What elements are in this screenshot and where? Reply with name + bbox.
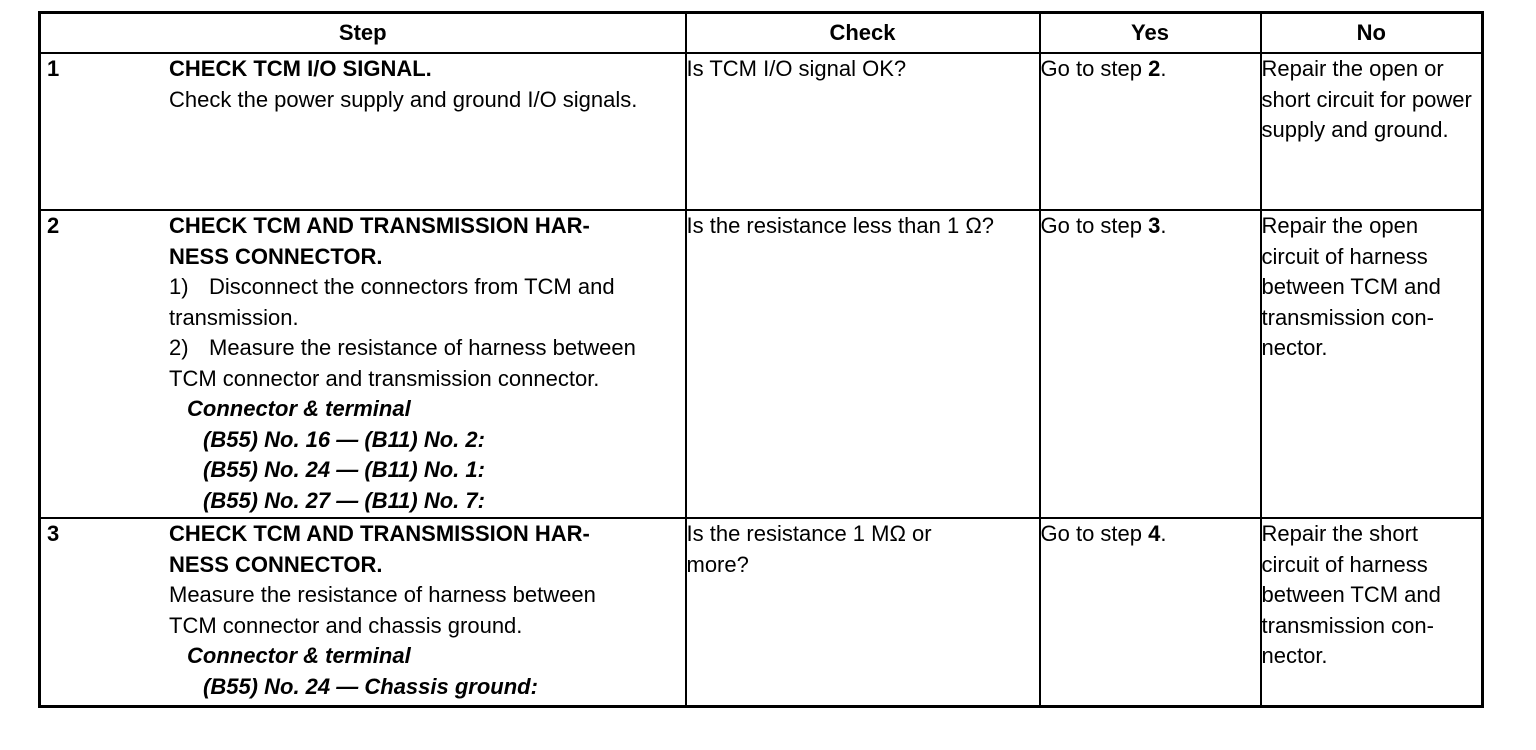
connector-item: (B55) No. 27 — (B11) No. 7:: [203, 487, 485, 513]
substep-1: [169, 272, 681, 303]
yes-step-link: 3: [1148, 213, 1161, 238]
check-cell: Is the resistance less than 1 Ω?: [686, 210, 1040, 518]
yes-step-link: 2: [1148, 56, 1161, 81]
check-line: Is the resistance 1 MΩ or: [686, 521, 932, 546]
no-line: nector.: [1261, 643, 1328, 668]
connector-item: (B55) No. 24 — (B11) No. 1:: [203, 457, 485, 482]
step-cell: [40, 210, 686, 518]
diagnostic-table: [38, 11, 1484, 708]
step-number: 2: [47, 213, 60, 238]
substep-2: [169, 333, 681, 364]
step-text: Check the power supply and ground I/O signals.: [169, 86, 638, 112]
header-row: [40, 13, 1483, 54]
yes-cell: [1040, 210, 1261, 518]
table-row: [40, 210, 1483, 518]
no-line: transmission con-: [1261, 304, 1434, 330]
step-text: TCM connector and chassis ground.: [169, 612, 523, 638]
no-line: transmission con-: [1261, 612, 1434, 638]
no-line: circuit of harness: [1261, 551, 1428, 577]
yes-cell: [1040, 518, 1261, 707]
no-line: Repair the short: [1261, 521, 1419, 546]
check-cell: Is TCM I/O signal OK?: [686, 53, 1040, 210]
substep-number: 2): [169, 335, 189, 360]
connector-heading: Connector & terminal: [187, 396, 411, 421]
step-title-line: CHECK TCM AND TRANSMISSION HAR-: [169, 521, 590, 546]
header-step: Step: [40, 13, 686, 54]
step-title-line: NESS CONNECTOR.: [169, 243, 383, 269]
substep-text: Measure the resistance of harness between: [209, 335, 636, 360]
yes-text: Go to step: [1040, 521, 1149, 546]
no-cell: Repair the open or short circuit for power supply and ground.: [1261, 53, 1483, 210]
substep-text: TCM connector and transmission connector.: [169, 365, 600, 391]
no-line: between TCM and: [1261, 274, 1441, 299]
no-line: nector.: [1261, 335, 1328, 360]
no-line: Repair the open: [1261, 213, 1419, 238]
yes-text: Go to step: [1040, 56, 1149, 81]
header-yes: Yes: [1040, 13, 1261, 54]
table-row: [40, 53, 1483, 210]
step-text: Measure the resistance of harness between: [169, 582, 596, 607]
yes-suffix: .: [1160, 521, 1167, 546]
substep-number: 1): [169, 274, 189, 299]
yes-text: Go to step: [1040, 213, 1149, 238]
no-line: between TCM and: [1261, 582, 1441, 607]
yes-suffix: .: [1160, 213, 1167, 238]
substep-text: Disconnect the connectors from TCM and: [209, 274, 615, 299]
substep-text: transmission.: [169, 304, 299, 330]
connector-heading: Connector & terminal: [187, 643, 411, 668]
step-cell: [40, 53, 686, 210]
step-number: 3: [47, 521, 60, 546]
yes-cell: [1040, 53, 1261, 210]
step-title: CHECK TCM I/O SIGNAL.: [169, 56, 432, 81]
step-title-line: NESS CONNECTOR.: [169, 551, 383, 577]
check-line: more?: [686, 551, 749, 577]
step-number: 1: [47, 56, 60, 81]
step-title-line: CHECK TCM AND TRANSMISSION HAR-: [169, 213, 590, 238]
yes-suffix: .: [1160, 56, 1167, 81]
no-cell: [1261, 518, 1483, 707]
step-cell: [40, 518, 686, 707]
connector-item: (B55) No. 24 — Chassis ground:: [203, 673, 538, 699]
no-cell: [1261, 210, 1483, 518]
yes-step-link: 4: [1148, 521, 1161, 546]
connector-item: (B55) No. 16 — (B11) No. 2:: [203, 426, 485, 452]
header-check: Check: [686, 13, 1040, 54]
header-no: No: [1261, 13, 1483, 54]
check-cell: [686, 518, 1040, 707]
no-line: circuit of harness: [1261, 243, 1428, 269]
table-row: [40, 518, 1483, 707]
